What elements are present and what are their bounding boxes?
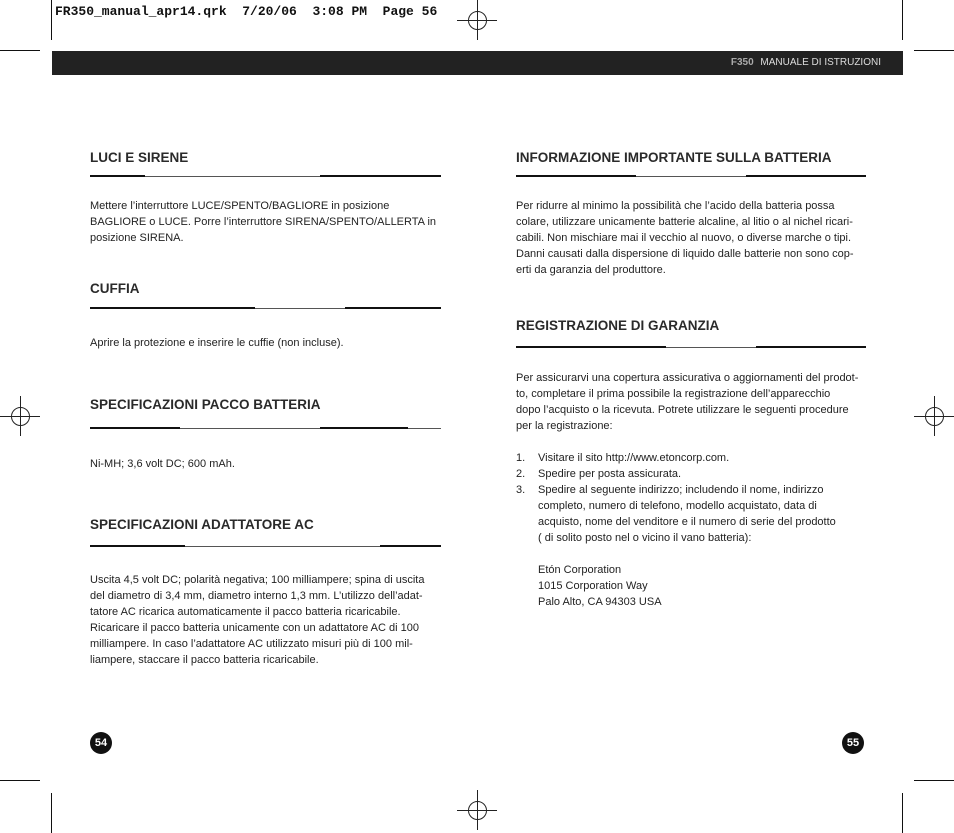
section-rule [90, 546, 441, 547]
para-registrazione-garanzia: Per assicurarvi una copertura assicurativa o aggiornamenti del prodot- to, completare il prima possibile la registrazione dell’apparecchio dopo l’acquisto o la ricevuta. Potrete utilizzare le seguenti procedure per la registrazione: [516, 372, 859, 432]
heading-registrazione-garanzia: REGISTRAZIONE DI GARANZIA [516, 318, 720, 333]
header-model: F350 [730, 57, 754, 68]
crop-mark [51, 793, 52, 833]
crop-mark [0, 50, 40, 51]
crop-mark [902, 793, 903, 833]
mailing-address: Etón Corporation 1015 Corporation Way Palo Alto, CA 94303 USA [538, 564, 662, 608]
crop-mark [0, 780, 40, 781]
registration-mark-left [0, 396, 40, 436]
header-text [731, 57, 881, 68]
section-rule [516, 176, 866, 177]
crop-mark [914, 50, 954, 51]
registration-mark-right [914, 396, 954, 436]
section-rule [90, 308, 441, 309]
heading-luci-e-sirene: LUCI E SIRENE [90, 150, 189, 165]
list-item: 1. Visitare il sito http://www.etoncorp.com. [516, 452, 730, 464]
para-cuffia: Aprire la protezione e inserire le cuffie (non incluse). [90, 337, 344, 349]
crop-mark [902, 0, 903, 40]
para-pacco-batteria: Ni-MH; 3,6 volt DC; 600 mAh. [90, 458, 235, 470]
header-band [52, 51, 903, 75]
crop-mark [914, 780, 954, 781]
section-rule [516, 347, 866, 348]
header-title: MANUALE DI ISTRUZIONI [760, 57, 881, 68]
page-number-right: 55 [842, 732, 864, 754]
heading-adattatore-ac: SPECIFICAZIONI ADATTATORE AC [90, 517, 314, 532]
registration-mark-bottom [457, 790, 497, 830]
para-informazione-batteria: Per ridurre al minimo la possibilità che l’acido della batteria possa colare, utilizzare unicamente batterie alcaline, al litio o al nichel ricari- cabili. Non mischiare mai il vecchio al nuovo, o diverse marche o tipi. Danni causati dalla dispersione di liquido dalle batterie non sono cop- erti da garanzia del produttore. [516, 200, 854, 276]
para-adattatore-ac: Uscita 4,5 volt DC; polarità negativa; 100 milliampere; spina di uscita del diametro di 3,4 mm, diametro interno 1,3 mm. L’utilizzo dell’adat- tatore AC ricarica automaticamente il pacco batteria ricaricabile. Ricaricare il pacco batteria unicamente con un adattatore AC di 100 milliampere. In caso l’adattatore AC utilizzato misuri più di 100 mil- liampere, staccare il pacco batteria ricaricabile. [90, 574, 425, 666]
heading-informazione-batteria: INFORMAZIONE IMPORTANTE SULLA BATTERIA [516, 150, 832, 165]
file-slug: FR350_manual_apr14.qrk 7/20/06 3:08 PM Page 56 [55, 4, 438, 19]
page-number-left: 54 [90, 732, 112, 754]
list-item: 2. Spedire per posta assicurata. [516, 468, 682, 480]
crop-mark [51, 0, 52, 40]
heading-pacco-batteria: SPECIFICAZIONI PACCO BATTERIA [90, 397, 321, 412]
registration-mark-top [457, 0, 497, 40]
para-luci-e-sirene: Mettere l’interruttore LUCE/SPENTO/BAGLIORE in posizione BAGLIORE o LUCE. Porre l’interruttore SIRENA/SPENTO/ALLERTA in posizione SIRENA. [90, 200, 437, 244]
section-rule [90, 176, 441, 177]
list-item: 3. Spedire al seguente indirizzo; includendo il nome, indirizzo completo, numero di telefono, modello acquistato, data di acquisto, nome del venditore e il numero di serie del prodotto ( di solito posto nel o vicino il vano batteria): [516, 484, 836, 544]
registration-steps [516, 450, 868, 546]
heading-cuffia: CUFFIA [90, 281, 140, 296]
section-rule [90, 428, 441, 429]
